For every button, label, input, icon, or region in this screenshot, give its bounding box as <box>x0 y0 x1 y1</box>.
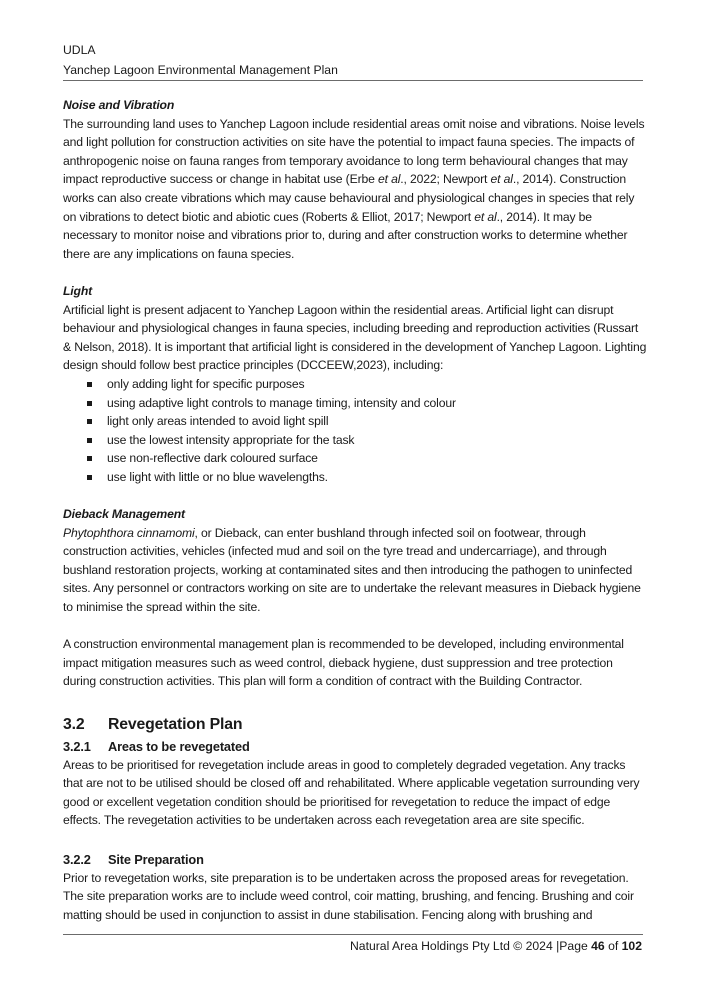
spacer <box>63 691 648 710</box>
header-org: UDLA <box>63 43 96 57</box>
page-number-current: 46 <box>591 939 605 953</box>
dieback-heading: Dieback Management <box>63 507 185 522</box>
subsection-title: Site Preparation <box>108 851 204 867</box>
list-item-text: light only areas intended to avoid light spill <box>107 414 329 429</box>
list-item <box>63 449 648 468</box>
cemp-paragraph: A construction environmental management plan is recommended to be developed, including environmental impact mitigation measures such as weed control, dieback hygiene, dust suppression and tree protection during construction activities. This plan will form a condition of contract with the Building Contractor. <box>63 637 624 689</box>
text-run: , or Dieback, can enter bushland through infected soil on footwear, through construction activities, vehicles (infected mud and soil on the tyre tread and undercarriage), and through bushland restoration projects, working at contaminated sites and then introducing the pathogen to uninfected sites. Any personnel or contractors working on site are to undertake the relevant measures in Dieback hygiene to minimise the spread within the site. <box>63 525 641 615</box>
lighting-principles-list <box>63 375 648 487</box>
page-number-total: 102 <box>621 939 642 953</box>
square-bullet-icon <box>87 419 92 424</box>
list-item-text: only adding light for specific purposes <box>107 376 305 391</box>
citation-et-al: et al <box>490 172 513 187</box>
square-bullet-icon <box>87 401 92 406</box>
list-item <box>63 375 648 394</box>
list-item-text: use the lowest intensity appropriate for the task <box>107 432 355 447</box>
footer-of-label: of <box>604 939 622 953</box>
text-run: The surrounding land uses to Yanchep Lagoon include residential areas omit noise and vibrations. Noise levels and light pollution for construction activities on site have the potential to impact fauna species. The impacts of anthropogenic noise on fauna ranges from temporary avoidance to long term behavioural changes that may impact reproductive success or change in habitat use (Erbe <box>63 116 645 187</box>
noise-vibration-heading: Noise and Vibration <box>63 98 175 112</box>
light-paragraph: Artificial light is present adjacent to Yanchep Lagoon within the residential areas. Artificial light can disrupt behaviour and physiological changes in fauna species, including breeding and reproduction activities (Russart & Nelson, 2018). It is important that artificial light is considered in the development of Yanchep Lagoon. Lighting design should follow best practice principles (DCCEEW,2023), including: <box>63 302 647 373</box>
page-header <box>63 40 643 80</box>
citation-et-al: et al <box>474 209 497 224</box>
list-item <box>63 468 648 487</box>
subsection-number: 3.2.1 <box>63 738 91 754</box>
list-item-text: use light with little or no blue wavelengths. <box>107 469 328 484</box>
header-divider <box>63 80 643 81</box>
list-item <box>63 412 648 431</box>
list-item-text: using adaptive light controls to manage timing, intensity and colour <box>107 395 456 410</box>
square-bullet-icon <box>87 438 92 443</box>
dieback-paragraph <box>63 524 648 617</box>
list-item-text: use non-reflective dark coloured surface <box>107 451 318 466</box>
spacer <box>63 617 648 636</box>
spacer <box>63 263 648 282</box>
section-heading-revegetation-plan <box>63 714 648 736</box>
citation-et-al: et al <box>377 172 401 187</box>
spacer <box>63 486 648 505</box>
section-title: Revegetation Plan <box>108 715 243 733</box>
subsection-heading-site-preparation <box>63 851 648 869</box>
text-run: ., 2014). It may be necessary to monitor noise and vibrations prior to, during and after construction works to determine whether there are any implications on fauna species. <box>63 209 628 261</box>
noise-vibration-paragraph <box>63 115 648 264</box>
spacer <box>63 830 648 849</box>
footer-divider <box>63 934 643 935</box>
subsection-heading-areas <box>63 738 648 756</box>
site-preparation-paragraph: Prior to revegetation works, site preparation is to be undertaken across the proposed areas for revegetation. The site preparation works are to include weed control, coir matting, brushing, and fencing. Brushing and coir matting should be used in conjunction to assist in dune stabilisation. Fencing along with brushing and <box>63 870 634 922</box>
page-body <box>63 96 648 924</box>
footer-copyright: Natural Area Holdings Pty Ltd © 2024 |Page <box>350 939 592 953</box>
header-title: Yanchep Lagoon Environmental Management Plan <box>63 63 338 77</box>
list-item <box>63 394 648 413</box>
light-heading: Light <box>63 283 93 298</box>
section-number: 3.2 <box>63 715 85 733</box>
subsection-title: Areas to be revegetated <box>108 738 250 754</box>
text-run: ., 2014). Construction works can also create vibrations which may cause behavioural and physiological changes in species that rely on vibrations to detect biotic and abiotic cues (Roberts & Elliot, 2017; Newport <box>63 172 635 224</box>
areas-paragraph: Areas to be prioritised for revegetation include areas in good to completely degraded vegetation. Any tracks that are not to be utilised should be closed off and rehabilitated. Where applicable vegetation surrounding very good or excellent vegetation condition should be prioritised for revegetation to reduce the impact of edge effects. The revegetation activities to be undertaken across each revegetation area are site specific. <box>63 757 640 828</box>
species-name: Phytophthora cinnamomi <box>63 525 195 540</box>
page-footer <box>350 937 642 955</box>
square-bullet-icon <box>87 456 92 461</box>
square-bullet-icon <box>87 382 92 387</box>
list-item <box>63 431 648 450</box>
subsection-number: 3.2.2 <box>63 851 91 867</box>
square-bullet-icon <box>87 475 92 480</box>
text-run: ., 2022; Newport <box>400 172 491 187</box>
